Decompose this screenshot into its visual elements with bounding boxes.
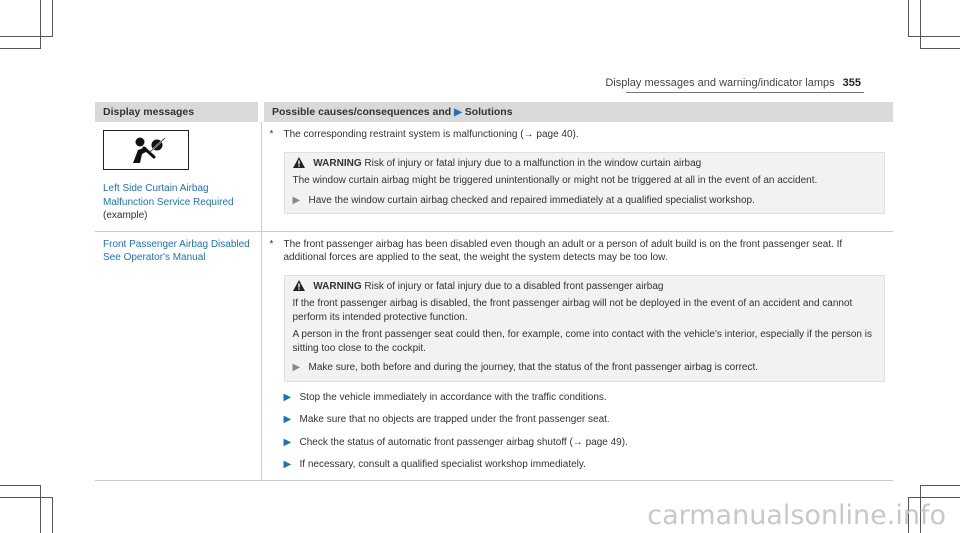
display-messages-table	[95, 102, 893, 481]
crop-mark	[920, 0, 921, 48]
crop-mark	[908, 497, 960, 498]
watermark: carmanualsonline.info	[647, 500, 946, 531]
warning-text: Risk of injury or fatal injury due to a disabled front passenger airbag	[364, 280, 664, 292]
message-text: Front Passenger Airbag Disabled See Operator's Manual	[103, 238, 250, 263]
warning-triangle-icon	[293, 280, 305, 291]
play-icon: ▶	[283, 414, 292, 425]
warning-label: WARNING	[313, 157, 362, 169]
footnote: * The front passenger airbag has been disabled even though an adult or a person of adult build is on the front passenger seat. If additional forces are applied to the seat, the weight the system detects may be too low.	[269, 238, 843, 263]
solution-step: ▶ If necessary, consult a qualified specialist workshop immediately.	[283, 459, 586, 470]
warning-box	[284, 152, 886, 215]
warning-label: WARNING	[313, 280, 362, 292]
page-header	[605, 77, 861, 89]
crop-mark	[0, 36, 53, 37]
crop-mark	[920, 485, 960, 486]
message-text: Left Side Curtain Airbag Malfunction Service Required	[103, 183, 234, 208]
crop-mark	[52, 0, 53, 36]
table-row	[95, 231, 893, 480]
solution-step: ▶ Stop the vehicle immediately in accordance with the traffic conditions.	[283, 391, 607, 403]
play-icon: ▶	[292, 194, 301, 206]
crop-mark	[52, 497, 53, 533]
col-header-causes: Possible causes/consequences and ▶ Solutions	[261, 102, 893, 122]
cause-cell	[261, 122, 893, 231]
crop-mark	[40, 485, 41, 533]
message-cell	[95, 122, 261, 231]
page-header-title: Display messages and warning/indicator lamps	[605, 77, 835, 89]
warning-step: ▶ Make sure, both before and during the journey, that the status of the front passenger airbag is correct.	[292, 362, 759, 373]
crop-mark	[40, 0, 41, 48]
solution-step: ▶ Check the status of automatic front passenger airbag shutoff (→ page 49).	[283, 436, 628, 448]
play-icon: ▶	[283, 391, 292, 403]
crop-mark	[908, 0, 909, 36]
footnote: * The corresponding restraint system is malfunctioning (→ page 40).	[269, 129, 579, 140]
play-icon: ▶	[283, 436, 292, 448]
table-row	[95, 122, 893, 231]
warning-box	[284, 275, 886, 382]
play-icon: ▶	[283, 459, 292, 470]
cause-cell	[261, 231, 893, 480]
crop-mark	[908, 36, 960, 37]
play-icon: ▶	[292, 362, 301, 373]
message-suffix: (example)	[103, 210, 148, 221]
solution-steps	[284, 391, 886, 472]
warning-step: ▶ Have the window curtain airbag checked and repaired immediately at a qualified specialist workshop.	[292, 194, 755, 206]
solution-step: ▶ Make sure that no objects are trapped under the front passenger seat.	[283, 414, 610, 425]
warning-triangle-icon	[293, 157, 305, 168]
crop-mark	[0, 497, 53, 498]
airbag-off-icon	[103, 130, 189, 170]
crop-mark	[0, 48, 41, 49]
header-rule	[626, 92, 864, 93]
warning-paragraph: A person in the front passenger seat could then, for example, come into contact with the vehicle's interior, especially if the person is sitting too close to the cockpit.	[292, 329, 872, 354]
warning-text: Risk of injury or fatal injury due to a malfunction in the window curtain airbag	[364, 157, 702, 169]
crop-mark	[0, 485, 41, 486]
col-header-display-messages: Display messages	[95, 102, 261, 122]
warning-paragraph: The window curtain airbag might be triggered unintentionally or might not be triggered at all in the event of an accident.	[292, 175, 818, 186]
warning-paragraph: If the front passenger airbag is disabled, the front passenger airbag will not be deployed in the event of an accident and cannot perform its intended protective function.	[292, 298, 853, 323]
crop-mark	[920, 48, 960, 49]
message-cell	[95, 231, 261, 480]
play-icon: ▶	[454, 107, 462, 118]
page-number: 355	[842, 77, 861, 89]
